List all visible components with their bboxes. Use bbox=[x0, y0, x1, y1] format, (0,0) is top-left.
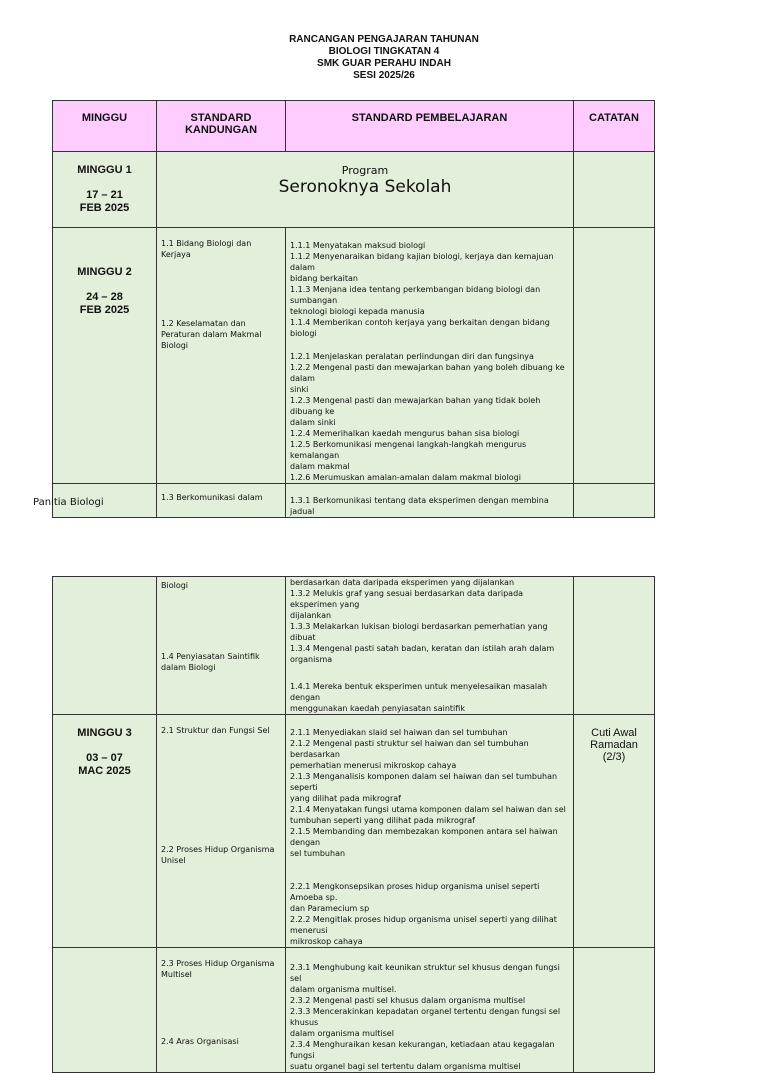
table-row-week2-cont bbox=[53, 484, 655, 518]
week3-cont-catatan bbox=[574, 948, 655, 1073]
week2-standard-pembelajaran: 1.1.1 Menyatakan maksud biologi 1.1.2 Menyenaraikan bidang kajian biologi, kerjaya dan kemajuan dalam bidang berkaitan 1.1.3 Menjana idea tentang perkembangan bidang biologi dan sumbangan teknologi biologi kepada manusia 1.1.4 Memberikan contoh kerjaya yang berkaitan dengan bidang biologi 1.2.1 Menjelaskan peralatan perlindungan diri dan fungsinya 1.2.2 Mengenal pasti dan mewajarkan bahan yang boleh dibuang ke dalam sinki 1.2.3 Mengenal pasti dan mewajarkan bahan yang tidak boleh dibuang ke dalam sinki 1.2.4 Memerihalkan kaedah mengurus bahan sisa biologi 1.2.5 Berkomunikasi mengenai langkah-langkah mengurus kemalangan dalam makmal 1.2.6 Merumuskan amalan-amalan dalam makmal biologi bbox=[286, 228, 574, 484]
page2-standard-kandungan: Biologi 1.4 Penyiasatan Saintifik dalam Biologi bbox=[157, 577, 286, 715]
week1-catatan bbox=[574, 152, 655, 228]
week2-catatan bbox=[574, 228, 655, 484]
week3-cont-standard-pembelajaran: 2.3.1 Menghubung kait keunikan struktur sel khusus dengan fungsi sel dalam organisma multisel. 2.3.2 Mengenal pasti sel khusus dalam organisma multisel 2.3.3 Mencerakinkan kepadatan organel tertentu dengan fungsi sel khusus dalam organisma multisel 2.3.4 Menghuraikan kesan kekurangan, ketiadaan atau kegagalan fungsi suatu organel bagi sel tertentu dalam organisma multisel bbox=[286, 948, 574, 1073]
table-row-week3 bbox=[53, 715, 655, 948]
header-title: RANCANGAN PENGAJARAN TAHUNAN bbox=[289, 34, 479, 45]
week3-cont-standard-kandungan: 2.3 Proses Hidup Organisma Multisel 2.4 Aras Organisasi bbox=[157, 948, 286, 1073]
page2-standard-pembelajaran: berdasarkan data daripada eksperimen yang dijalankan 1.3.2 Melukis graf yang sesuai berdasarkan data daripada eksperimen yang dijalankan 1.3.3 Melakarkan lukisan biologi berdasarkan pemerhatian yang dibuat 1.3.4 Mengenal pasti satah badan, keratan dan istilah arah dalam organisma 1.4.1 Mereka bentuk eksperimen untuk menyelesaikan masalah dengan menggunakan kaedah penyiasatan saintifik bbox=[286, 577, 574, 715]
program-label: Program bbox=[341, 164, 389, 177]
col-catatan: CATATAN bbox=[574, 101, 655, 152]
header-subject: BIOLOGI TINGKATAN 4 bbox=[328, 46, 440, 57]
table-row-week2-page2 bbox=[53, 577, 655, 715]
page2-catatan bbox=[574, 577, 655, 715]
header-session: SESI 2025/26 bbox=[353, 70, 415, 81]
week1-cell: MINGGU 1 17 – 21 FEB 2025 bbox=[53, 152, 157, 228]
page1-body bbox=[52, 100, 654, 518]
week3-catatan: Cuti Awal Ramadan (2/3) bbox=[574, 715, 655, 948]
week1-program-cell bbox=[157, 152, 574, 228]
page1-grid bbox=[52, 100, 655, 518]
week2-cell: MINGGU 2 24 – 28 FEB 2025 bbox=[53, 228, 157, 484]
week3-standard-kandungan: 2.1 Struktur dan Fungsi Sel 2.2 Proses Hidup Organisma Unisel bbox=[157, 715, 286, 948]
col-standard-pembelajaran: STANDARD PEMBELAJARAN bbox=[286, 101, 574, 152]
week2-standard-kandungan: 1.1 Bidang Biologi dan Kerjaya 1.2 Keselamatan dan Peraturan dalam Makmal Biologi bbox=[157, 228, 286, 484]
page2-body bbox=[52, 576, 654, 1073]
header-school: SMK GUAR PERAHU INDAH bbox=[317, 58, 451, 69]
table-row-week1 bbox=[53, 152, 655, 228]
page2-grid bbox=[52, 576, 655, 1073]
col-standard-kandungan: STANDARD KANDUNGAN bbox=[157, 101, 286, 152]
program-name: Seronoknya Sekolah bbox=[278, 177, 452, 197]
col-minggu: MINGGU bbox=[53, 101, 157, 152]
sp-1-3-cell: 1.3.1 Berkomunikasi tentang data eksperimen dengan membina jadual bbox=[286, 484, 574, 518]
week3-standard-pembelajaran: 2.1.1 Menyediakan slaid sel haiwan dan sel tumbuhan 2.1.2 Mengenal pasti struktur sel haiwan dan sel tumbuhan berdasarkan pemerhatian menerusi mikroskop cahaya 2.1.3 Menganalisis komponen dalam sel haiwan dan sel tumbuhan seperti yang dilihat pada mikrograf 2.1.4 Menyatakan fungsi utama komponen dalam sel haiwan dan sel tumbuhan seperti yang dilihat pada mikrograf 2.1.5 Membanding dan membezakan komponen antara sel haiwan dengan sel tumbuhan 2.2.1 Mengkonsepsikan proses hidup organisma unisel seperti Amoeba sp. dan Paramecium sp 2.2.2 Mengitlak proses hidup organisma unisel seperti yang dilihat menerusi mikroskop cahaya bbox=[286, 715, 574, 948]
week2-cont-catatan bbox=[574, 484, 655, 518]
footer-text: Panitia Biologi bbox=[33, 497, 104, 508]
week3-cell: MINGGU 3 03 – 07 MAC 2025 bbox=[53, 715, 157, 948]
week2-page2-cell bbox=[53, 577, 157, 715]
table-row-week3-cont bbox=[53, 948, 655, 1073]
week3-cont-cell bbox=[53, 948, 157, 1073]
document-header bbox=[0, 34, 768, 82]
table-header-row bbox=[53, 101, 655, 152]
table-row-week2 bbox=[53, 228, 655, 484]
sk-1-3-cell: 1.3 Berkomunikasi dalam bbox=[157, 484, 286, 518]
